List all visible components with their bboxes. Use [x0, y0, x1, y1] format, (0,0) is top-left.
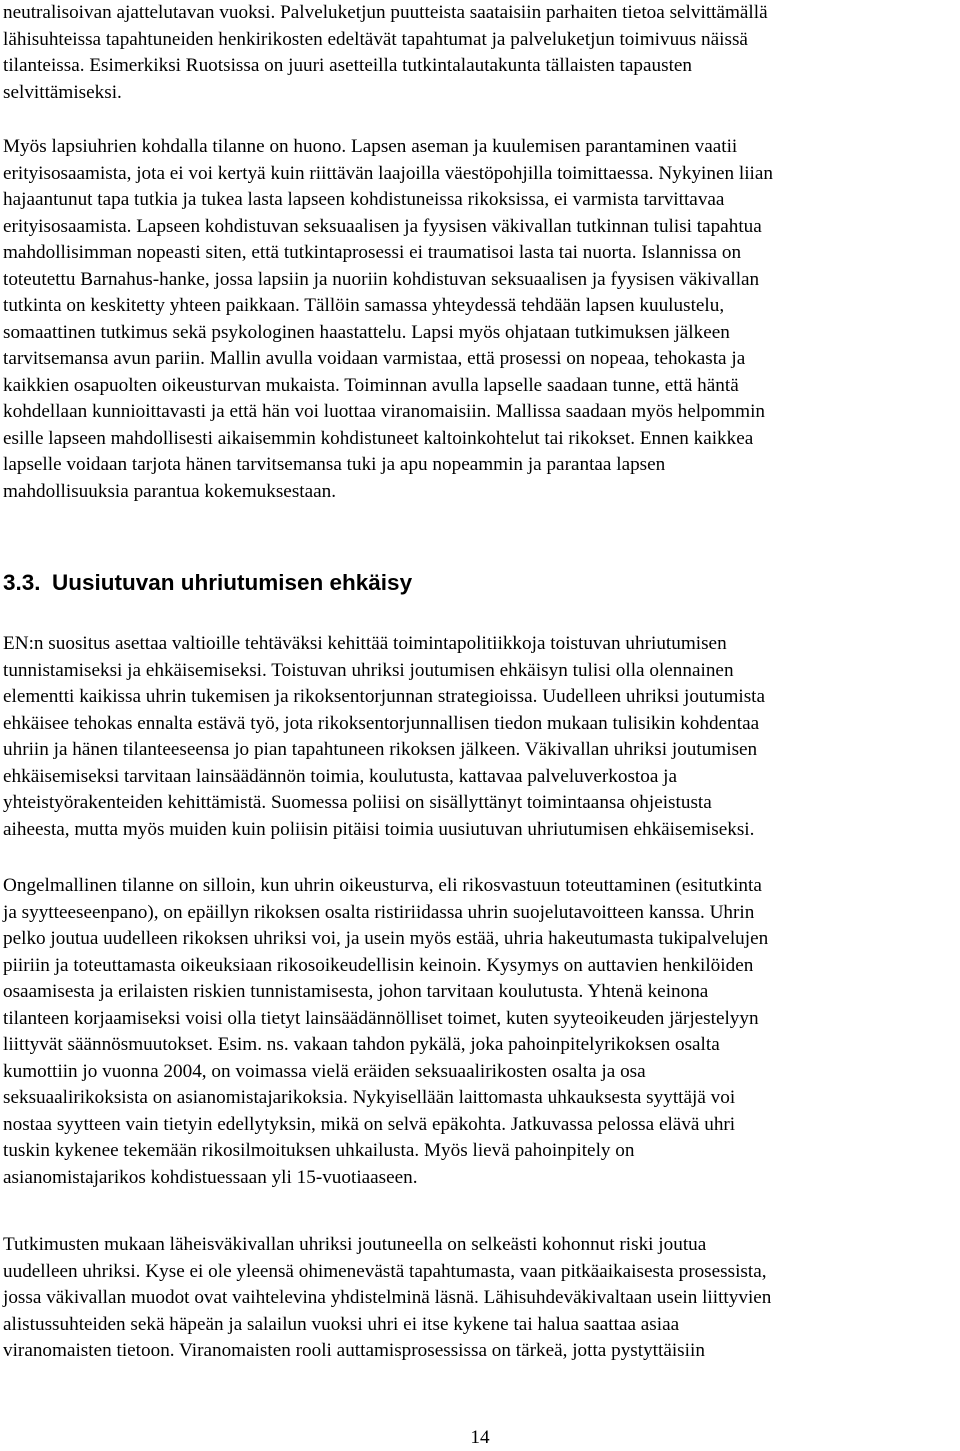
text-line: yhteistyörakenteiden kehittämistä. Suomessa poliisi on sisällyttänyt toimintaansa ohjeistusta	[3, 792, 712, 813]
text-line: esille lapseen mahdollisesti aikaisemmin kohdistuneet kaltoinkohtelut tai rikokset. Ennen kaikkea	[3, 427, 754, 449]
text-line: erityisosaamista. Lapseen kohdistuvan seksuaalisen ja fyysisen väkivallan tutkinnan tulisi tapahtua	[3, 215, 762, 237]
paragraph-tutkimusten	[3, 1232, 771, 1365]
text-line: Tutkimusten mukaan läheisväkivallan uhriksi joutuneella on selkeästi kohonnut riski joutua	[3, 1234, 707, 1255]
text-line: viranomaisten tietoon. Viranomaisten rooli auttamisprosessissa on tärkeä, jotta pystyttäisiin	[3, 1340, 705, 1361]
text-line: hajaantunut tapa tutkia ja tukea lasta lapseen kohdistuneissa rikoksissa, ei varmista tarvittavaa	[3, 189, 725, 210]
text-line: lähisuhteissa tapahtuneiden henkirikosten edeltävät tapahtumat ja palveluketjun toimivuus näissä	[3, 28, 748, 50]
text-line: mahdollisuuksia parantua kokemuksestaan.	[3, 480, 337, 502]
text-line: ja syytteeseenpano), on epäillyn rikoksen osalta ristiriidassa uhrin suojelutavoitteen kanssa. Uhrin	[3, 901, 755, 923]
text-line: EN:n suositus asettaa valtioille tehtäväksi kehittää toimintapolitiikkoja toistuvan uhriutumisen	[3, 633, 727, 654]
text-line: asianomistajarikos kohdistuessaan yli 15-vuotiaaseen.	[3, 1166, 418, 1188]
text-line: liittyvät säännösmuutokset. Esim. ns. vakaan tahdon pykälä, joka pahoinpitelyrikoksen osalta	[3, 1034, 720, 1055]
text-line: kaikkien osapuolten oikeusturvan mukaista. Toiminnan avulla lapselle saadaan tunne, että häntä	[3, 374, 739, 396]
text-line: Myös lapsiuhrien kohdalla tilanne on huono. Lapsen aseman ja kuulemisen parantaminen vaatii	[3, 136, 738, 157]
page-number: 14	[470, 1427, 490, 1448]
text-line: kohdellaan kunnioittavasti ja että hän voi luottaa viranomaisiin. Mallissa saadaan myös helpommin	[3, 401, 766, 422]
text-line: tilanteissa. Esimerkiksi Ruotsissa on juuri asetteilla tutkintalautakunta tällaisten tapausten	[3, 55, 693, 76]
text-line: tutkinta on keskitetty yhteen paikkaan. Tällöin samassa yhteydessä tehdään lapsen kuulustelu,	[3, 295, 725, 316]
text-line: nostaa syytteen vain tietyin edellytyksin, mikä on selvä epäkohta. Jatkuvassa pelossa elävä uhri	[3, 1113, 736, 1135]
text-line: kumottiin jo vuonna 2004, on voimassa vielä eräiden seksuaalirikosten osalta ja osa	[3, 1060, 646, 1082]
paragraph-ongelmallinen	[3, 873, 768, 1191]
text-line: lapselle voidaan tarjota hänen tarvitsemansa tuki ja apu nopeammin ja parantaa lapsen	[3, 454, 666, 475]
text-line: Ongelmallinen tilanne on silloin, kun uhrin oikeusturva, eli rikosvastuun toteuttaminen (esitutkinta	[3, 875, 762, 896]
text-line: jossa väkivallan muodot ovat vaihtelevina yhdistelminä läsnä. Lähisuhdeväkivaltaan usein liittyvien	[3, 1287, 772, 1308]
text-line: aiheesta, mutta myös muiden kuin poliisin pitäisi toimia uusiutuvan uhriutumisen ehkäisemiseksi.	[3, 818, 755, 840]
text-line: osaamisesta ja erilaisten riskien tunnistamisesta, johon tarvitaan koulutusta. Yhtenä keinona	[3, 981, 709, 1002]
text-line: piiriin ja toteuttamasta oikeuksiaan rikosoikeudellisin keinoin. Kysymys on auttavien henkilöiden	[3, 954, 754, 976]
section-heading	[3, 565, 412, 601]
text-line: seksuaalirikoksista on asianomistajarikoksia. Nykyisellään laittomasta uhkauksesta syyttäjä voi	[3, 1087, 736, 1108]
paragraph-lapsiuhrit	[3, 134, 773, 505]
text-line: ehkäisee tehokas ennalta estävä työ, jota rikoksentorjunnallisen tiedon mukaan tulisikin kohdentaa	[3, 712, 760, 734]
paragraph-palveluketju	[3, 0, 768, 106]
text-line: toteutettu Barnahus-hanke, jossa lapsiin ja nuoriin kohdistuvan seksuaalisen ja fyysisen väkivallan	[3, 268, 760, 290]
text-line: neutralisoivan ajattelutavan vuoksi. Palveluketjun puutteista saataisiin parhaiten tietoa selvittämällä	[3, 2, 768, 23]
text-line: somaattinen tutkimus sekä psykologinen haastattelu. Lapsi myös ohjataan tutkimuksen jälkeen	[3, 321, 730, 343]
text-line: selvittämiseksi.	[3, 81, 122, 103]
text-line: tilanteen korjaamiseksi voisi olla tietyt lainsäädännölliset toimet, kuten syyteoikeuden järjestelyyn	[3, 1007, 759, 1029]
text-line: tunnistamiseksi ja ehkäisemiseksi. Toistuvan uhriksi joutumisen ehkäisyn tulisi olla olennainen	[3, 659, 734, 681]
text-line: uhriin ja hänen tilanteeseensa jo pian tapahtuneen rikoksen jälkeen. Väkivallan uhriksi joutumisen	[3, 739, 758, 760]
text-line: elementti kaikissa uhrin tukemisen ja rikoksentorjunnan strategioissa. Uudelleen uhriksi joutumista	[3, 686, 766, 707]
text-line: mahdollisimman nopeasti siten, että tutkintaprosessi ei traumatisoi lasta tai nuorta. Islannissa on	[3, 242, 742, 263]
paragraph-en-suositus	[3, 631, 765, 843]
text-line: erityisosaamista, jota ei voi kertyä kuin riittävän laajoilla väestöpohjilla toimittaessa. Nykyinen liian	[3, 162, 773, 184]
section-title: Uusiutuvan uhriutumisen ehkäisy	[52, 570, 413, 595]
text-line: ehkäisemiseksi tarvitaan lainsäädännön toimia, koulutusta, kattavaa palveluverkostoa ja	[3, 765, 678, 787]
text-line: alistussuhteiden sekä häpeän ja salailun vuoksi uhri ei itse kykene tai halua saattaa asiaa	[3, 1313, 680, 1335]
section-number: 3.3.	[3, 570, 41, 595]
text-line: uudelleen uhriksi. Kyse ei ole yleensä ohimenevästä tapahtumasta, vaan pitkäaikaisesta prosessista,	[3, 1260, 767, 1282]
text-line: tuskin kykenee tekemään rikosilmoituksen uhkailusta. Myös lievä pahoinpitely on	[3, 1140, 635, 1161]
text-line: tarvitsemansa avun pariin. Mallin avulla voidaan varmistaa, että prosessi on nopeaa, tehokasta ja	[3, 348, 746, 369]
text-line: pelko joutua uudelleen rikoksen uhriksi voi, ja usein myös estää, uhria hakeutumasta tukipalvelujen	[3, 928, 769, 949]
